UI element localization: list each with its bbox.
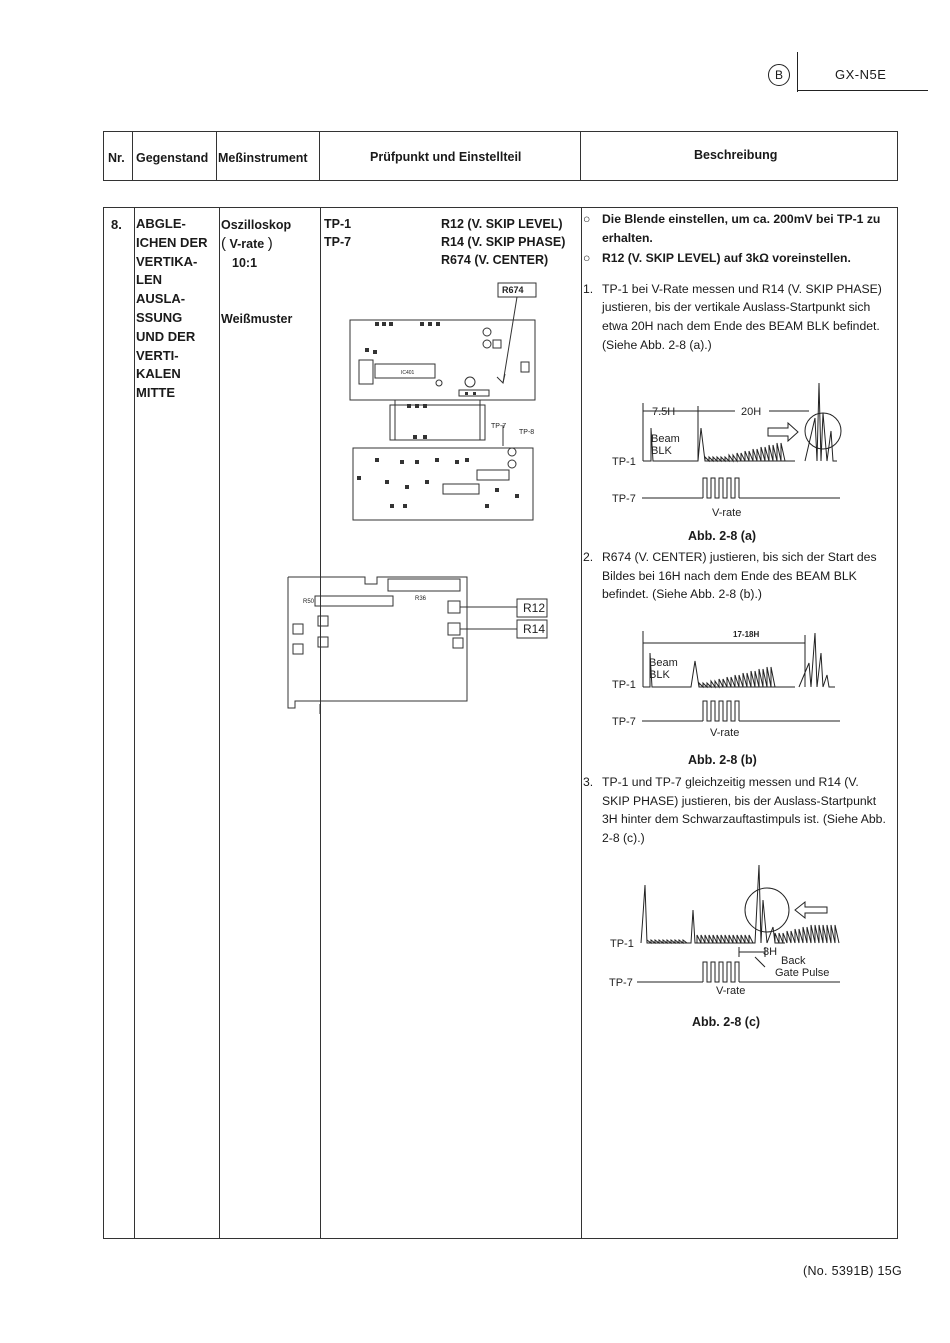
header-gegenstand: Gegenstand bbox=[136, 151, 209, 165]
instrument-oscilloscope: Oszilloskop bbox=[221, 218, 292, 232]
header-divider bbox=[797, 52, 798, 92]
instrument-pattern: Weißmuster bbox=[221, 312, 293, 326]
step-2: 2. R674 (V. CENTER) justieren, bis sich der Start des Bildes bei 16H nach dem Ende des BEAM BLK befindet. (Siehe Abb. 2-8 (b).) bbox=[583, 550, 877, 602]
svg-text:Beam: Beam bbox=[649, 657, 678, 669]
adjust-r14: R14 (V. SKIP PHASE) bbox=[441, 235, 566, 249]
header-beschreibung: Beschreibung bbox=[694, 148, 778, 162]
svg-text:7.5H: 7.5H bbox=[652, 406, 676, 418]
instrument-vrate: ( V-rate ) bbox=[221, 235, 273, 252]
svg-text:R50: R50 bbox=[303, 599, 315, 605]
label-tp7: TP-7 bbox=[491, 423, 507, 430]
svg-text:V-rate: V-rate bbox=[712, 507, 742, 519]
svg-text:Back: Back bbox=[781, 955, 806, 967]
caption-fig-b: Abb. 2-8 (b) bbox=[688, 753, 757, 767]
waveform-figure-c bbox=[605, 855, 850, 1000]
pcb-diagram-main bbox=[345, 280, 545, 525]
svg-text:TP-1: TP-1 bbox=[612, 456, 636, 468]
waveform-figure-a bbox=[605, 373, 850, 523]
testpoint-tp7: TP-7 bbox=[324, 235, 352, 249]
waveform-figure-b bbox=[605, 623, 850, 743]
svg-text:V-rate: V-rate bbox=[710, 727, 740, 739]
svg-text:BLK: BLK bbox=[651, 445, 672, 457]
svg-text:TP-7: TP-7 bbox=[612, 716, 636, 728]
adjust-r674: R674 (V. CENTER) bbox=[441, 253, 549, 267]
svg-text:BLK: BLK bbox=[649, 669, 670, 681]
table-header bbox=[103, 131, 898, 181]
label-r14: R14 bbox=[523, 622, 546, 636]
svg-text:TP-7: TP-7 bbox=[612, 493, 636, 505]
instrument-ratio: 10:1 bbox=[232, 256, 258, 270]
step-3: 3. TP-1 und TP-7 gleichzeitig messen und R14 (V. SKIP PHASE) justieren, bis der Auslass-Startpunkt 3H hinter dem Schwarzauftastimpuls ist. (Siehe Abb. 2-8 (c).) bbox=[583, 775, 886, 845]
page-footer: (No. 5391B) 15G bbox=[803, 1264, 902, 1278]
header-messinstrument: Meßinstrument bbox=[218, 151, 308, 165]
model-number: GX-N5E bbox=[835, 67, 887, 82]
header-underline bbox=[797, 90, 928, 91]
step-1: 1. TP-1 bei V-Rate messen und R14 (V. SKIP PHASE) justieren, bis der vertikale Auslass-Startpunkt sich etwa 20H nach dem Ende des BEAM BLK befindet. (Siehe Abb. 2-8 (a).) bbox=[583, 281, 882, 352]
label-tp8: TP-8 bbox=[519, 429, 535, 436]
svg-text:TP-1: TP-1 bbox=[610, 938, 634, 950]
svg-text:TP-7: TP-7 bbox=[609, 977, 633, 989]
svg-text:V-rate: V-rate bbox=[716, 985, 746, 997]
testpoint-tp1: TP-1 bbox=[324, 217, 352, 231]
svg-text:R36: R36 bbox=[415, 596, 427, 602]
caption-fig-c: Abb. 2-8 (c) bbox=[692, 1015, 761, 1029]
svg-text:IC401: IC401 bbox=[401, 370, 415, 376]
bullet-2: ○ R12 (V. SKIP LEVEL) auf 3kΩ voreinstellen. bbox=[583, 251, 851, 266]
svg-text:Gate Pulse: Gate Pulse bbox=[775, 967, 830, 979]
svg-text:17-18H: 17-18H bbox=[733, 630, 760, 639]
svg-text:20H: 20H bbox=[741, 406, 762, 418]
adjust-r12: R12 (V. SKIP LEVEL) bbox=[441, 217, 563, 231]
svg-text:3H: 3H bbox=[763, 946, 778, 958]
caption-fig-a: Abb. 2-8 (a) bbox=[688, 529, 757, 543]
label-r12: R12 bbox=[523, 601, 546, 615]
bullet-1: ○ Die Blende einstellen, um ca. 200mV bei TP-1 zu erhalten. bbox=[583, 212, 881, 245]
header-nr: Nr. bbox=[108, 151, 125, 165]
svg-text:Beam: Beam bbox=[651, 433, 680, 445]
description-column bbox=[583, 210, 887, 354]
row-number: 8. bbox=[111, 217, 122, 232]
svg-text:TP-1: TP-1 bbox=[612, 679, 636, 691]
region-badge: B bbox=[768, 64, 790, 86]
pcb-diagram-sub bbox=[285, 574, 550, 714]
header-pruefpunkt: Prüfpunkt und Einstellteil bbox=[370, 150, 522, 164]
item-text: ABGLE- ICHEN DER VERTIKA- LEN AUSLA- SSUNG UND DER VERTI- KALEN MITTE bbox=[136, 216, 208, 401]
label-r674: R674 bbox=[502, 285, 524, 295]
